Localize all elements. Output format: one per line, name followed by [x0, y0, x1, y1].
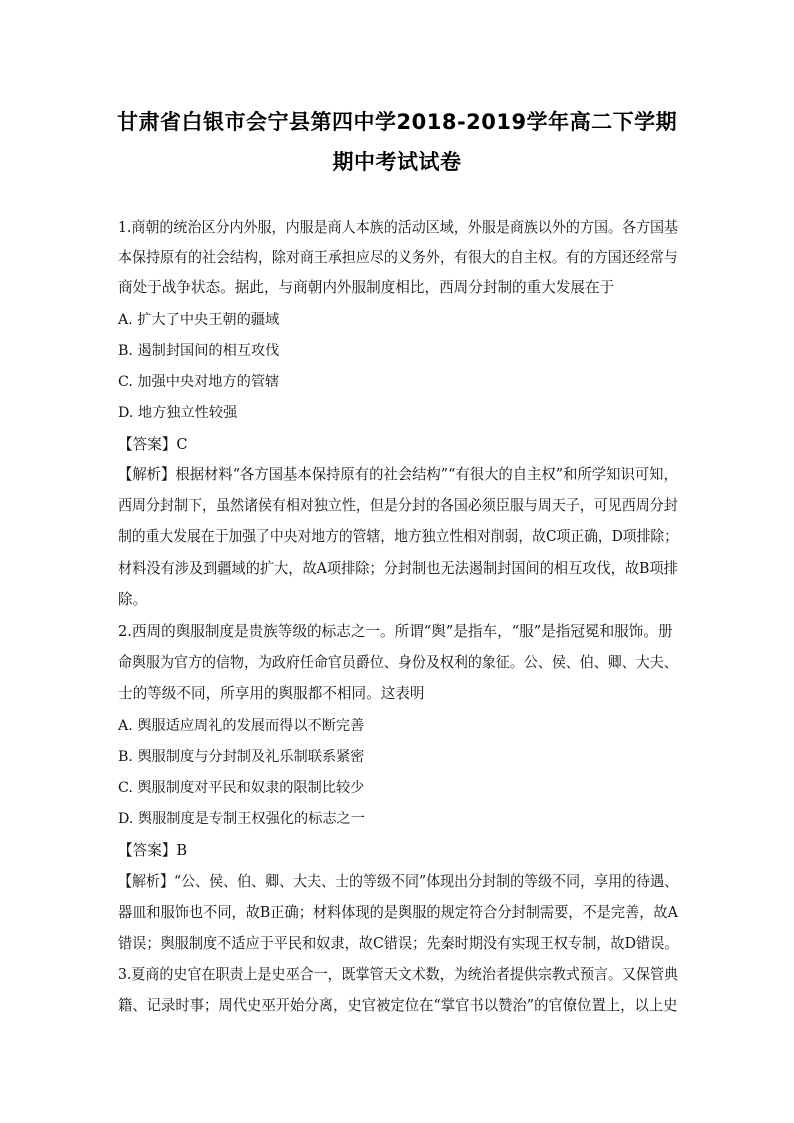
document-title-line-2: 期中考试试卷 [332, 150, 462, 174]
q1-option-d: D. 地方独立性较强 [118, 405, 238, 421]
q2-option-d: D. 舆服制度是专制王权强化的标志之一 [118, 811, 365, 827]
q2-option-b: B. 舆服制度与分封制及礼乐制联系紧密 [118, 749, 365, 765]
q2-stem-line: 士的等级不同，所享用的舆服都不相同。这表明 [118, 685, 425, 702]
q3-stem-line: 3.夏商的史官在职责上是史巫合一，既掌管天文术数，为统治者提供宗教式预言。又保管典 [118, 966, 679, 983]
q1-analysis-line: 【解析】根据材料“各方国基本保持原有的社会结构”“有很大的自主权”和所学知识可知， [118, 466, 678, 483]
q2-stem-line: 命舆服为官方的信物，为政府任命官员爵位、身份及权利的象征。公、侯、伯、卿、大夫、 [118, 654, 678, 671]
q2-option-c: C. 舆服制度对平民和奴隶的限制比较少 [118, 780, 365, 796]
q1-option-a: A. 扩大了中央王朝的疆域 [118, 312, 280, 328]
q2-answer: 【答案】B [118, 842, 188, 859]
q1-analysis-line: 材料没有涉及到疆域的扩大，故A项排除；分封制也无法遏制封国间的相互攻伐，故B项排 [118, 560, 678, 577]
q1-option-c: C. 加强中央对地方的管辖 [118, 374, 280, 390]
q1-answer: 【答案】C [118, 436, 188, 453]
q2-analysis-line: 错误；舆服制度不适应于平民和奴隶，故C错误；先秦时期没有实现王权专制，故D错误。 [118, 935, 679, 952]
q1-stem-line: 本保持原有的社会结构，除对商王承担应尽的义务外，有很大的自主权。有的方国还经常与 [118, 249, 678, 266]
q1-analysis-line: 制的重大发展在于加强了中央对地方的管辖，地方独立性相对削弱，故C项正确，D项排除； [118, 528, 679, 545]
q2-analysis-line: 【解析】“公、侯、伯、卿、大夫、士的等级不同”体现出分封制的等级不同，享用的待遇、 [118, 873, 679, 890]
document-title-line-1: 甘肃省白银市会宁县第四中学2018-2019学年高二下学期 [117, 110, 678, 134]
q1-analysis-line: 西周分封制下，虽然诸侯有相对独立性，但是分封的各国必须臣服与周天子，可见西周分封 [118, 497, 678, 514]
q1-stem-line: 1.商朝的统治区分内外服，内服是商人本族的活动区域，外服是商族以外的方国。各方国基 [118, 219, 679, 236]
q1-analysis-line: 除。 [118, 591, 148, 608]
q2-analysis-line: 器皿和服饰也不同，故B正确；材料体现的是舆服的规定符合分封制需要，不是完善，故A [118, 904, 678, 921]
q3-stem-line: 籍、记录时事；周代史巫开始分离，史官被定位在“掌官书以赞治”的官僚位置上，以上史 [118, 997, 678, 1014]
q2-stem-line: 2.西周的舆服制度是贵族等级的标志之一。所谓“舆”是指车，“服”是指冠冕和服饰。册 [118, 623, 673, 640]
q2-option-a: A. 舆服适应周礼的发展而得以不断完善 [118, 718, 365, 734]
q1-stem-line: 商处于战争状态。据此，与商朝内外服制度相比，西周分封制的重大发展在于 [118, 279, 615, 296]
q1-option-b: B. 遏制封国间的相互攻伐 [118, 343, 280, 359]
